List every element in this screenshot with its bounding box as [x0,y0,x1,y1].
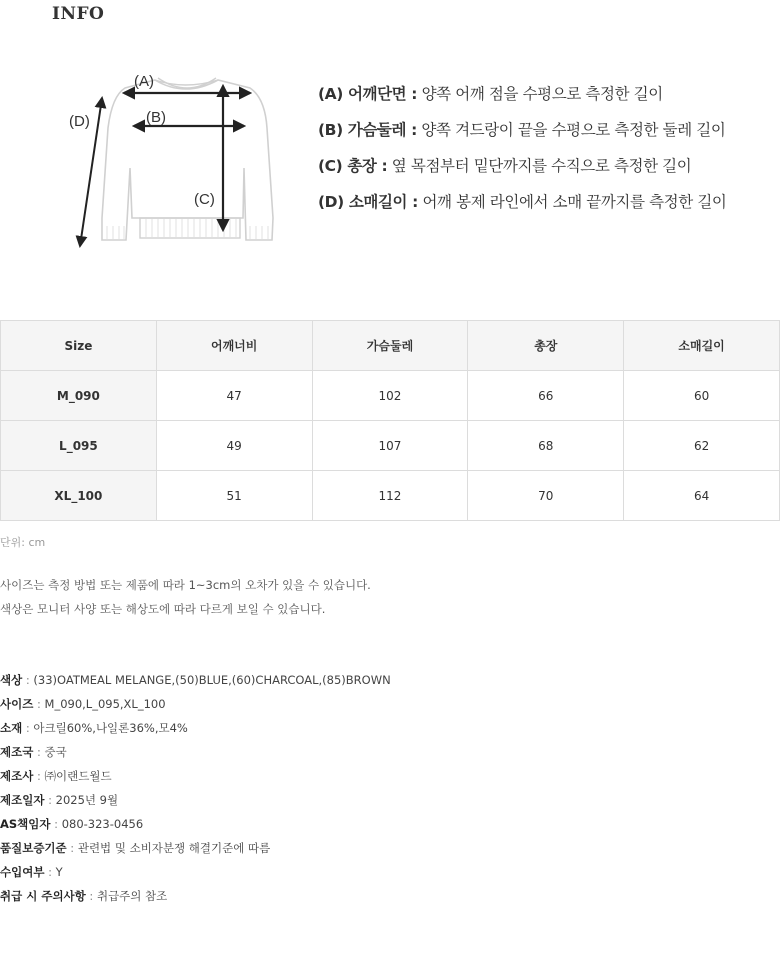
table-cell: 62 [624,421,780,471]
header-chest: 가슴둘레 [312,321,468,371]
table-cell: 68 [468,421,624,471]
spec-row-as: AS책임자 : 080-323-0456 [0,817,144,831]
note-line: 색상은 모니터 사양 또는 해상도에 따라 다르게 보일 수 있습니다. [0,602,326,616]
unit-note: 단위: cm [0,536,46,549]
note-line: 사이즈는 측정 방법 또는 제품에 따라 1~3cm의 오차가 있을 수 있습니다. [0,578,371,592]
measurement-legend [318,76,773,220]
table-cell: 64 [624,471,780,521]
spec-row-size: 사이즈 : M_090,L_095,XL_100 [0,697,166,711]
label-b: (B) [146,109,166,126]
table-cell: 70 [468,471,624,521]
product-specs [0,668,391,908]
legend-item-c: (C) 총장 : 옆 목점부터 밑단까지를 수직으로 측정한 길이 [318,157,692,175]
table-cell: 47 [156,371,312,421]
size-cell: L_095 [1,421,157,471]
legend-item-a: (A) 어깨단면 : 양쪽 어깨 점을 수평으로 측정한 길이 [318,85,663,103]
table-cell: 60 [624,371,780,421]
table-row [1,371,780,421]
spec-row-caution: 취급 시 주의사항 : 취급주의 참조 [0,889,168,903]
table-row [1,421,780,471]
header-size: Size [1,321,157,371]
table-cell: 112 [312,471,468,521]
header-shoulder: 어깨너비 [156,321,312,371]
spec-row-manufacturer: 제조사 : ㈜이랜드월드 [0,769,112,783]
sweater-illustration [60,58,310,258]
spec-row-import: 수입여부 : Y [0,865,63,879]
page-title: INFO [52,4,105,24]
size-notes [0,573,371,621]
table-row [1,471,780,521]
table-cell: 49 [156,421,312,471]
size-table [0,320,780,521]
sweater-outline [102,80,273,240]
spec-row-material: 소재 : 아크릴60%,나일론36%,모4% [0,721,188,735]
legend-item-b: (B) 가슴둘레 : 양쪽 겨드랑이 끝을 수평으로 측정한 둘레 길이 [318,121,726,139]
table-cell: 51 [156,471,312,521]
spec-row-warranty: 품질보증기준 : 관련법 및 소비자분쟁 해결기준에 따름 [0,841,271,855]
label-a: (A) [134,73,154,90]
spec-row-country: 제조국 : 중국 [0,745,67,759]
size-cell: M_090 [1,371,157,421]
table-cell: 102 [312,371,468,421]
legend-item-d: (D) 소매길이 : 어깨 봉제 라인에서 소매 끝까지를 측정한 길이 [318,193,727,211]
header-length: 총장 [468,321,624,371]
table-cell: 107 [312,421,468,471]
label-d: (D) [69,113,90,130]
sweater-measurement-diagram [60,58,310,258]
spec-row-color: 색상 : (33)OATMEAL MELANGE,(50)BLUE,(60)CHARCOAL,(85)BROWN [0,673,391,687]
header-sleeve: 소매길이 [624,321,780,371]
spec-row-date: 제조일자 : 2025년 9월 [0,793,119,807]
label-c: (C) [194,191,215,208]
table-cell: 66 [468,371,624,421]
table-header-row [1,321,780,371]
size-cell: XL_100 [1,471,157,521]
